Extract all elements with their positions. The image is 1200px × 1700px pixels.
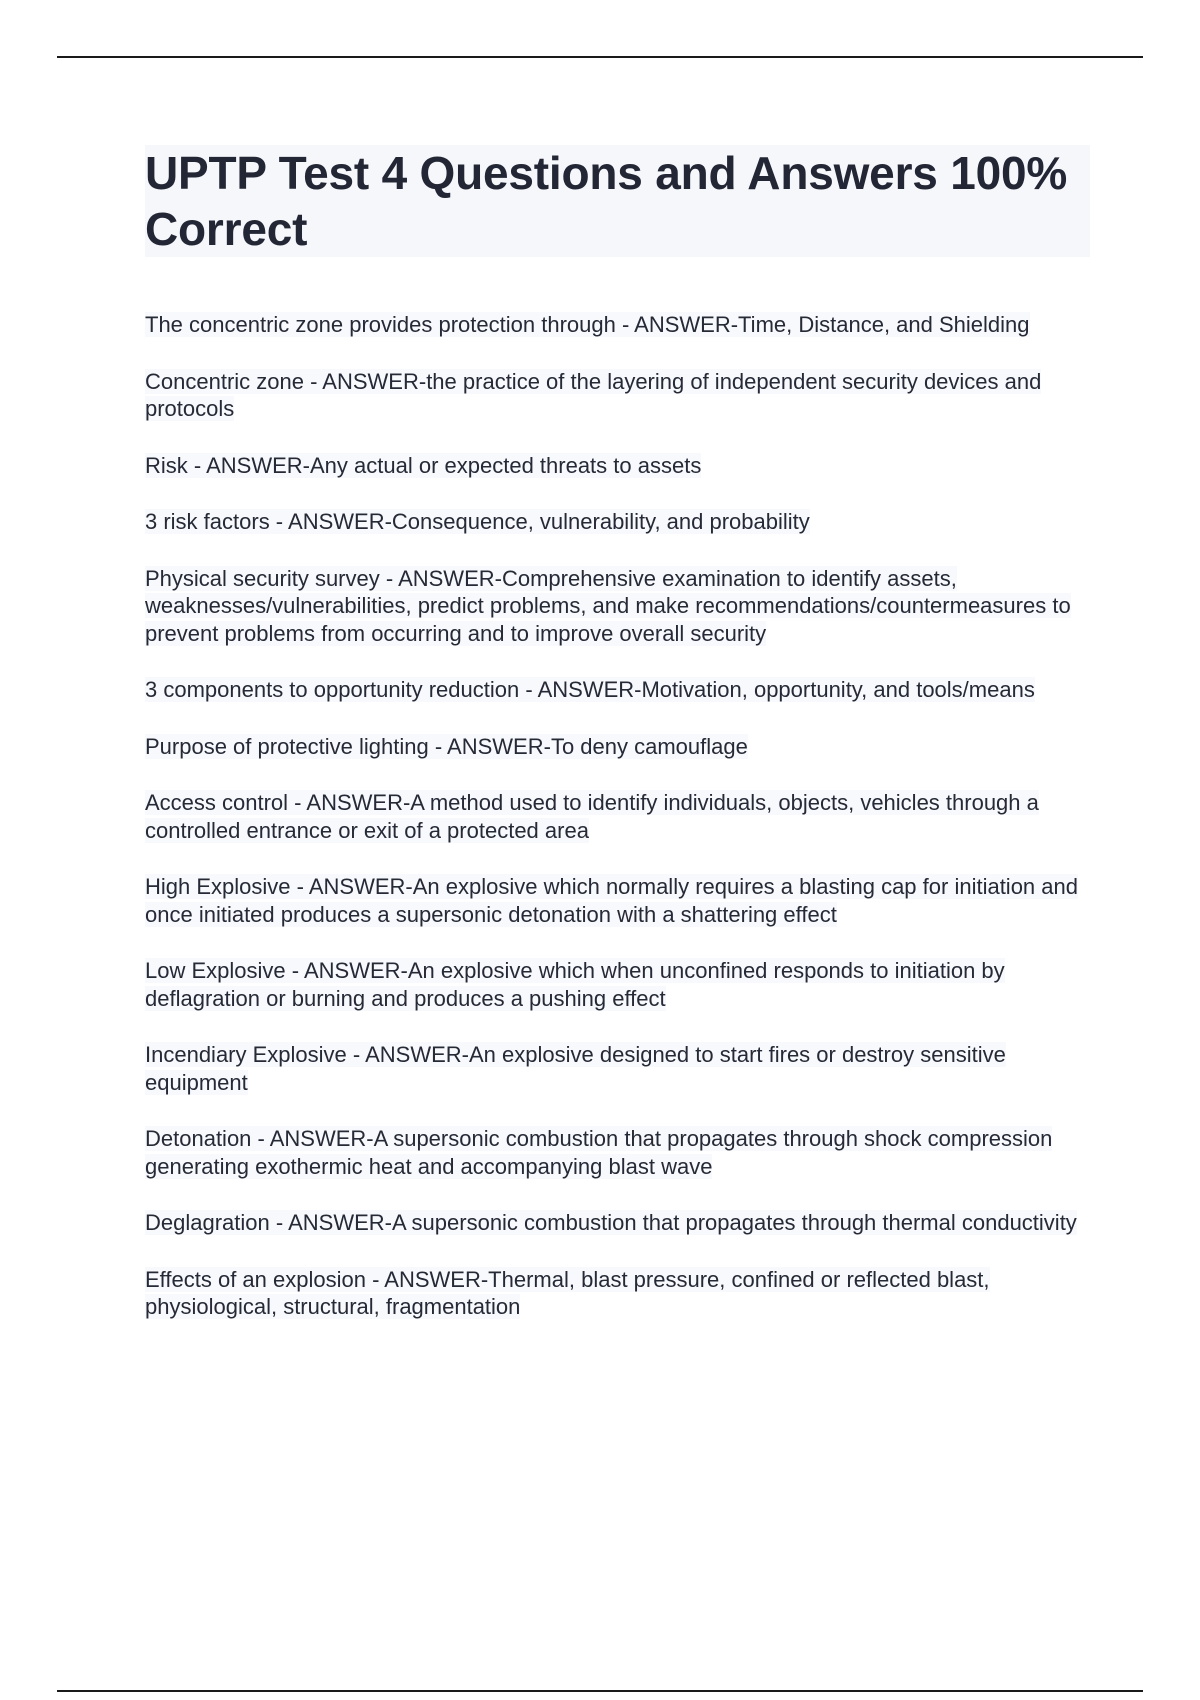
qa-item: [145, 452, 1090, 480]
qa-item: [145, 676, 1090, 704]
qa-list: [145, 311, 1090, 1321]
qa-text: The concentric zone provides protection through - ANSWER-Time, Distance, and Shielding: [145, 312, 1030, 337]
qa-text: Effects of an explosion - ANSWER-Thermal, blast pressure, confined or reflected blast, physiological, structural, fragmentation: [145, 1266, 990, 1319]
title-block: [145, 145, 1090, 257]
qa-item: [145, 957, 1090, 1012]
qa-item: [145, 1125, 1090, 1180]
qa-text: Physical security survey - ANSWER-Comprehensive examination to identify assets, weaknesses/vulnerabilities, predict problems, and make recommendations/countermeasures to prevent problems from occurring and to improve overall security: [145, 565, 1071, 646]
qa-text: Access control - ANSWER-A method used to identify individuals, objects, vehicles through a controlled entrance or exit of a protected area: [145, 790, 1039, 843]
qa-text: Incendiary Explosive - ANSWER-An explosive designed to start fires or destroy sensitive equipment: [145, 1042, 1006, 1095]
qa-item: [145, 311, 1090, 339]
bottom-rule: [57, 1690, 1143, 1692]
qa-text: High Explosive - ANSWER-An explosive which normally requires a blasting cap for initiation and once initiated produces a supersonic detonation with a shattering effect: [145, 874, 1078, 927]
qa-item: [145, 789, 1090, 844]
qa-item: [145, 1041, 1090, 1096]
top-rule: [57, 56, 1143, 58]
qa-item: [145, 368, 1090, 423]
qa-text: Concentric zone - ANSWER-the practice of the layering of independent security devices and protocols: [145, 368, 1042, 421]
qa-item: [145, 1209, 1090, 1237]
qa-text: Low Explosive - ANSWER-An explosive which when unconfined responds to initiation by deflagration or burning and produces a pushing effect: [145, 958, 1005, 1011]
qa-text: 3 components to opportunity reduction - ANSWER-Motivation, opportunity, and tools/means: [145, 677, 1035, 702]
qa-text: Purpose of protective lighting - ANSWER-To deny camouflage: [145, 733, 748, 759]
qa-item: [145, 508, 1090, 536]
qa-text: Risk - ANSWER-Any actual or expected threats to assets: [145, 452, 702, 478]
qa-item: [145, 873, 1090, 928]
document-title: UPTP Test 4 Questions and Answers 100% Correct: [145, 147, 1068, 255]
qa-text: Deglagration - ANSWER-A supersonic combustion that propagates through thermal conductivity: [145, 1210, 1077, 1235]
qa-item: [145, 1266, 1090, 1321]
qa-item: [145, 565, 1090, 648]
document-body: [145, 145, 1090, 1350]
qa-text: 3 risk factors - ANSWER-Consequence, vulnerability, and probability: [145, 509, 810, 534]
qa-text: Detonation - ANSWER-A supersonic combustion that propagates through shock compression generating exothermic heat and accompanying blast wave: [145, 1126, 1053, 1179]
qa-item: [145, 733, 1090, 761]
